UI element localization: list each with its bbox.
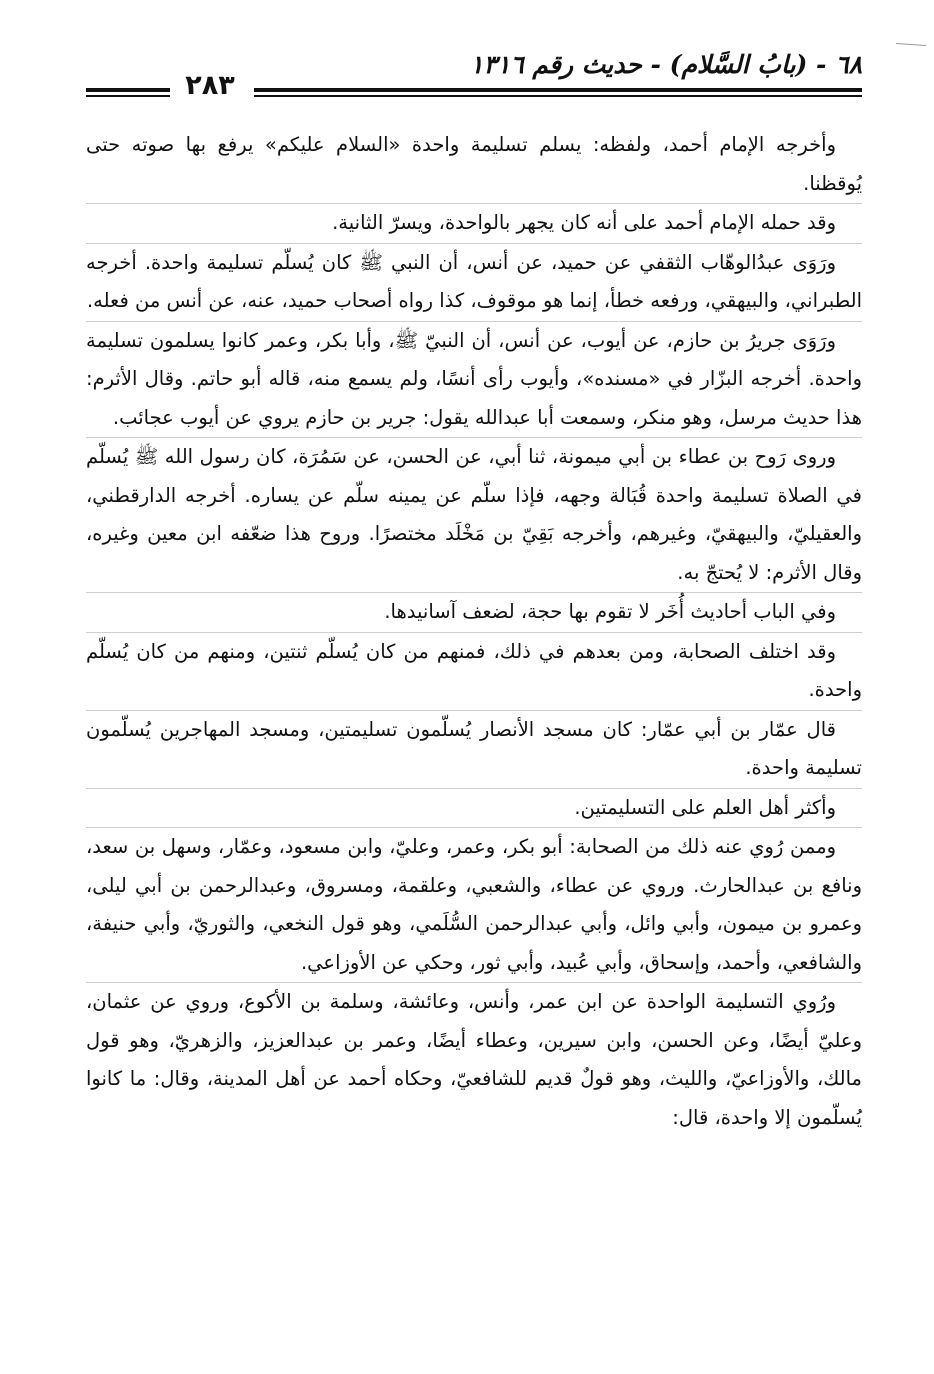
running-title: ٦٨ - (بابُ السَّلام) - حديث رقم ١٣١٦ [469, 50, 862, 79]
paragraph: وقد حمله الإمام أحمد على أنه كان يجهر بالواحدة، ويسرّ الثانية. [86, 204, 862, 244]
paragraph: وروى رَوح بن عطاء بن أبي ميمونة، ثنا أبي، عن الحسن، عن سَمُرَة، كان رسول الله ﷺ يُسلّم في الصلاة تسليمة واحدة قُبَالة وجهه، فإذا سلّم عن يمينه سلّم عن يساره. أخرجه الدارقطني، والعقيليّ، والبيهقيّ، وغيرهم، وأخرجه بَقِيّ بن مَخْلَد مختصرًا. وروح هذا ضعّفه ابن معين وغيره، وقال الأثرم: لا يُحتجّ به. [86, 438, 862, 593]
paragraph: وأكثر أهل العلم على التسليمتين. [86, 789, 862, 829]
body-text [86, 126, 862, 1137]
corner-scan-mark [896, 43, 926, 46]
header-rule-left [86, 88, 170, 97]
paragraph: وأخرجه الإمام أحمد، ولفظه: يسلم تسليمة واحدة «السلام عليكم» يرفع بها صوته حتى يُوقظنا. [86, 126, 862, 204]
paragraph: وفي الباب أحاديث أُخَر لا تقوم بها حجة، لضعف آسانيدها. [86, 593, 862, 633]
paragraph: وممن رُوي عنه ذلك من الصحابة: أبو بكر، وعمر، وعليّ، وابن مسعود، وعمّار، وسهل بن سعد، ونافع بن عبدالحارث. وروي عن عطاء، والشعبي، وعلقمة، ومسروق، وعبدالرحمن بن أبي ليلى، وعمرو بن ميمون، وأبي وائل، وأبي عبدالرحمن السُّلَمي، وهو قول النخعي، والثوريّ، وأبي حنيفة، والشافعي، وأحمد، وإسحاق، وأبي عُبيد، وأبي ثور، وحكي عن الأوزاعي. [86, 828, 862, 983]
paragraph: ورَوَى عبدُالوهّاب الثقفي عن حميد، عن أنس، أن النبي ﷺ كان يُسلّم تسليمة واحدة. أخرجه الطبراني، والبيهقي، ورفعه خطأ، إنما هو موقوف، كذا رواه أصحاب حميد، عنه، عن أنس من فعله. [86, 244, 862, 322]
page-header [86, 50, 862, 106]
paragraph: وقد اختلف الصحابة، ومن بعدهم في ذلك، فمنهم من كان يُسلّم ثنتين، ومنهم من كان يُسلّم واحدة. [86, 633, 862, 711]
page-number: ٢٨٣ [185, 70, 235, 101]
header-rule-right [254, 88, 862, 97]
paragraph: ورَوَى جريرُ بن حازم، عن أيوب، عن أنس، أن النبيّ ﷺ، وأبا بكر، وعمر كانوا يسلمون تسليمة واحدة. أخرجه البزّار في «مسنده»، وأيوب رأى أنسًا، ولم يسمع منه، قاله أبو حاتم. وقال الأثرم: هذا حديث مرسل، وهو منكر، وسمعت أبا عبدالله يقول: جرير بن حازم يروي عن أيوب عجائب. [86, 322, 862, 439]
paragraph: ورُوي التسليمة الواحدة عن ابن عمر، وأنس، وعائشة، وسلمة بن الأكوع، وروي عن عثمان، وعليّ أيضًا، وعن الحسن، وابن سيرين، وعطاء أيضًا، وعمر بن عبدالعزيز، والزهريّ، وهو قول مالك، والأوزاعيّ، والليث، وهو قولٌ قديم للشافعيّ، وحكاه أحمد عن أهل المدينة، وقال: ما كانوا يُسلّمون إلا واحدة، قال: [86, 990, 862, 1129]
paragraph: قال عمّار بن أبي عمّار: كان مسجد الأنصار يُسلّمون تسليمتين، ومسجد المهاجرين يُسلّمون تسليمة واحدة. [86, 711, 862, 789]
